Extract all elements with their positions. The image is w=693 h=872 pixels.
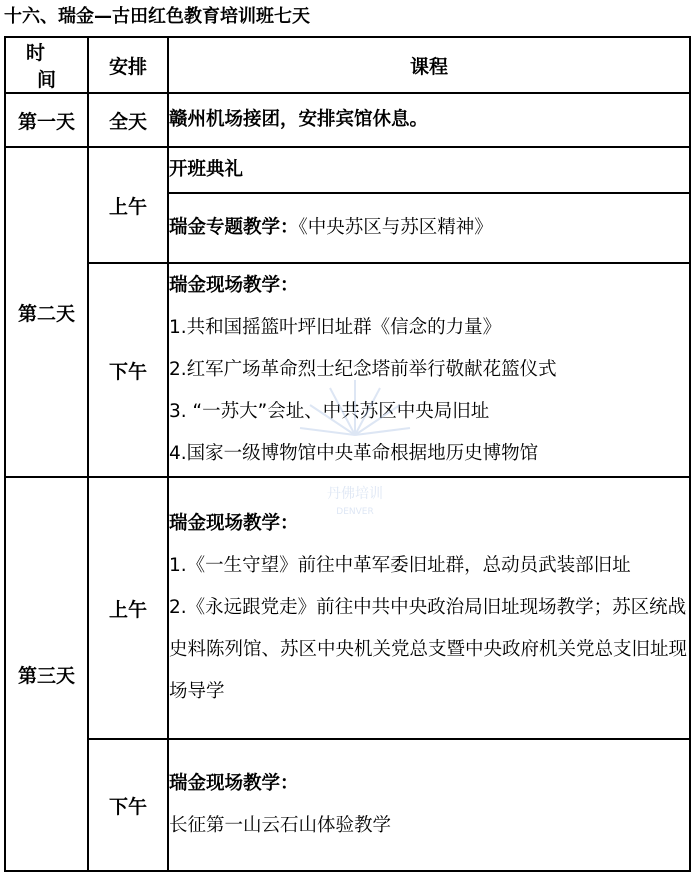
table-row [5, 477, 690, 739]
course-cell: 赣州机场接团，安排宾馆休息。 [168, 93, 690, 147]
course-cell [168, 193, 690, 263]
table-row [5, 93, 690, 147]
course-line: 长征第一山云石山体验教学 [169, 815, 392, 836]
course-line: 1.《一生守望》前往中革军委旧址群，总动员武装部旧址 [169, 555, 631, 576]
course-line: 3. “一苏大”会址、中共苏区中央局旧址 [169, 401, 490, 422]
course-heading: 瑞金现场教学： [169, 513, 299, 534]
day-cell: 第二天 [5, 147, 88, 477]
course-cell [168, 477, 690, 739]
course-cell [168, 263, 690, 477]
course-heading: 瑞金现场教学： [169, 275, 299, 296]
slot-cell: 全天 [88, 93, 168, 147]
slot-cell: 下午 [88, 263, 168, 477]
day-cell: 第一天 [5, 93, 88, 147]
course-line: 1.共和国摇篮叶坪旧址群《信念的力量》 [169, 317, 502, 338]
watermark-text-en: DENVER [336, 507, 374, 517]
day-cell: 第三天 [5, 477, 88, 871]
table-row [5, 739, 690, 871]
course-line: 4.国家一级博物馆中央革命根据地历史博物馆 [169, 443, 539, 464]
header-arrangement: 安排 [88, 37, 168, 93]
header-time: 时间 [5, 37, 88, 93]
course-line: 2.《永远跟党走》前往中共中央政治局旧址现场教学；苏区统战史料陈列馆、苏区中央机关党总支暨中央政府机关党总支旧址现场导学 [169, 597, 688, 702]
course-label: 瑞金专题教学： [169, 217, 299, 238]
course-heading: 瑞金现场教学： [169, 773, 299, 794]
slot-cell: 下午 [88, 739, 168, 871]
slot-cell: 上午 [88, 477, 168, 739]
course-cell [168, 739, 690, 871]
course-line: 2.红军广场革命烈士纪念塔前举行敬献花篮仪式 [169, 359, 557, 380]
course-text: 《中央苏区与苏区精神》 [298, 217, 493, 238]
table-row [5, 263, 690, 477]
watermark-text-cn: 丹佛培训 [327, 486, 383, 502]
course-cell: 开班典礼 [168, 147, 690, 193]
header-row [5, 37, 690, 93]
header-course: 课程 [168, 37, 690, 93]
document-title: 十六、瑞金—古田红色教育培训班七天 [4, 6, 310, 27]
schedule-table [4, 36, 691, 872]
table-row [5, 147, 690, 193]
slot-cell: 上午 [88, 147, 168, 263]
